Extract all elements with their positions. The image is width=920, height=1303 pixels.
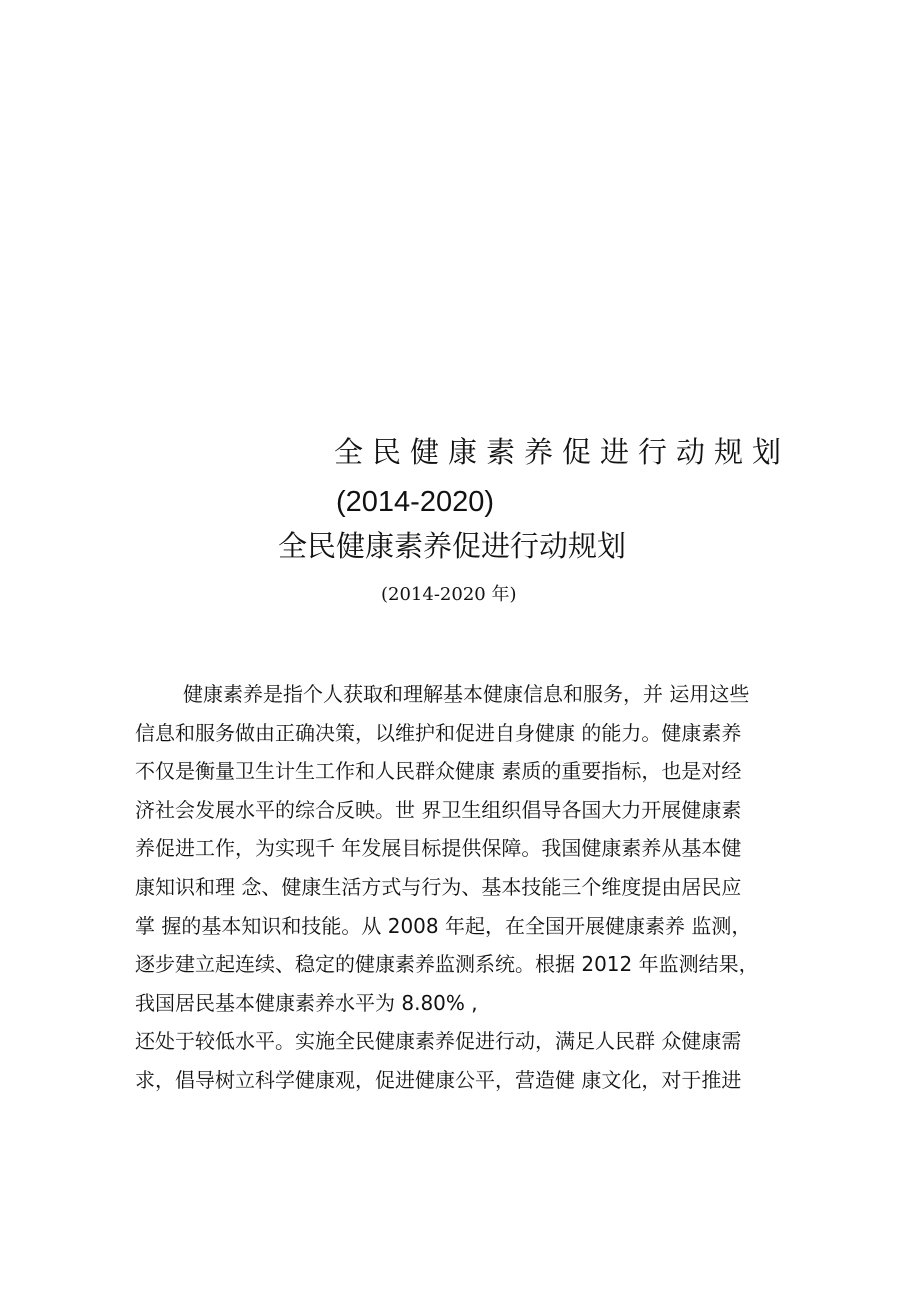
document-subtitle-year: (2014-2020 年) xyxy=(381,584,517,605)
body-line: 健康素养是指个人获取和理解基本健康信息和服务，并 运用这些 xyxy=(183,682,750,706)
body-paragraph xyxy=(135,675,775,1100)
body-line: 济社会发展水平的综合反映。世 界卫生组织倡导各国大力开展健康素 xyxy=(135,797,742,822)
body-line: 信息和服务做由正确决策，以维护和促进自身健康 的能力。健康素养 xyxy=(135,720,742,745)
body-line: 养促进工作，为实现千 年发展目标提供保障。我国健康素养从基本健 xyxy=(135,836,742,861)
document-title-spaced: 全民健康素养促进行动规划 xyxy=(334,435,791,469)
document-title: 全民健康素养促进行动规划 xyxy=(278,529,627,563)
body-line: 还处于较低水平。实施全民健康素养促进行动，满足人民群 众健康需 xyxy=(135,1029,742,1054)
body-line: 我国居民基本健康素养水平为 8.80% , xyxy=(135,990,478,1015)
body-line: 求，倡导树立科学健康观，促进健康公平，营造健 康文化，对于推进 xyxy=(135,1067,742,1092)
body-line: 康知识和理 念、健康生活方式与行为、基本技能三个维度提由居民应 xyxy=(135,874,742,899)
body-line: 不仅是衡量卫生计生工作和人民群众健康 素质的重要指标，也是对经 xyxy=(135,759,742,784)
body-line: 逐步建立起连续、稳定的健康素养监测系统。根据 2012 年监测结果， xyxy=(135,952,759,977)
body-line: 掌 握的基本知识和技能。从 2008 年起，在全国开展健康素养 监测， xyxy=(135,913,752,938)
document-title-year: (2014-2020) xyxy=(336,486,494,518)
